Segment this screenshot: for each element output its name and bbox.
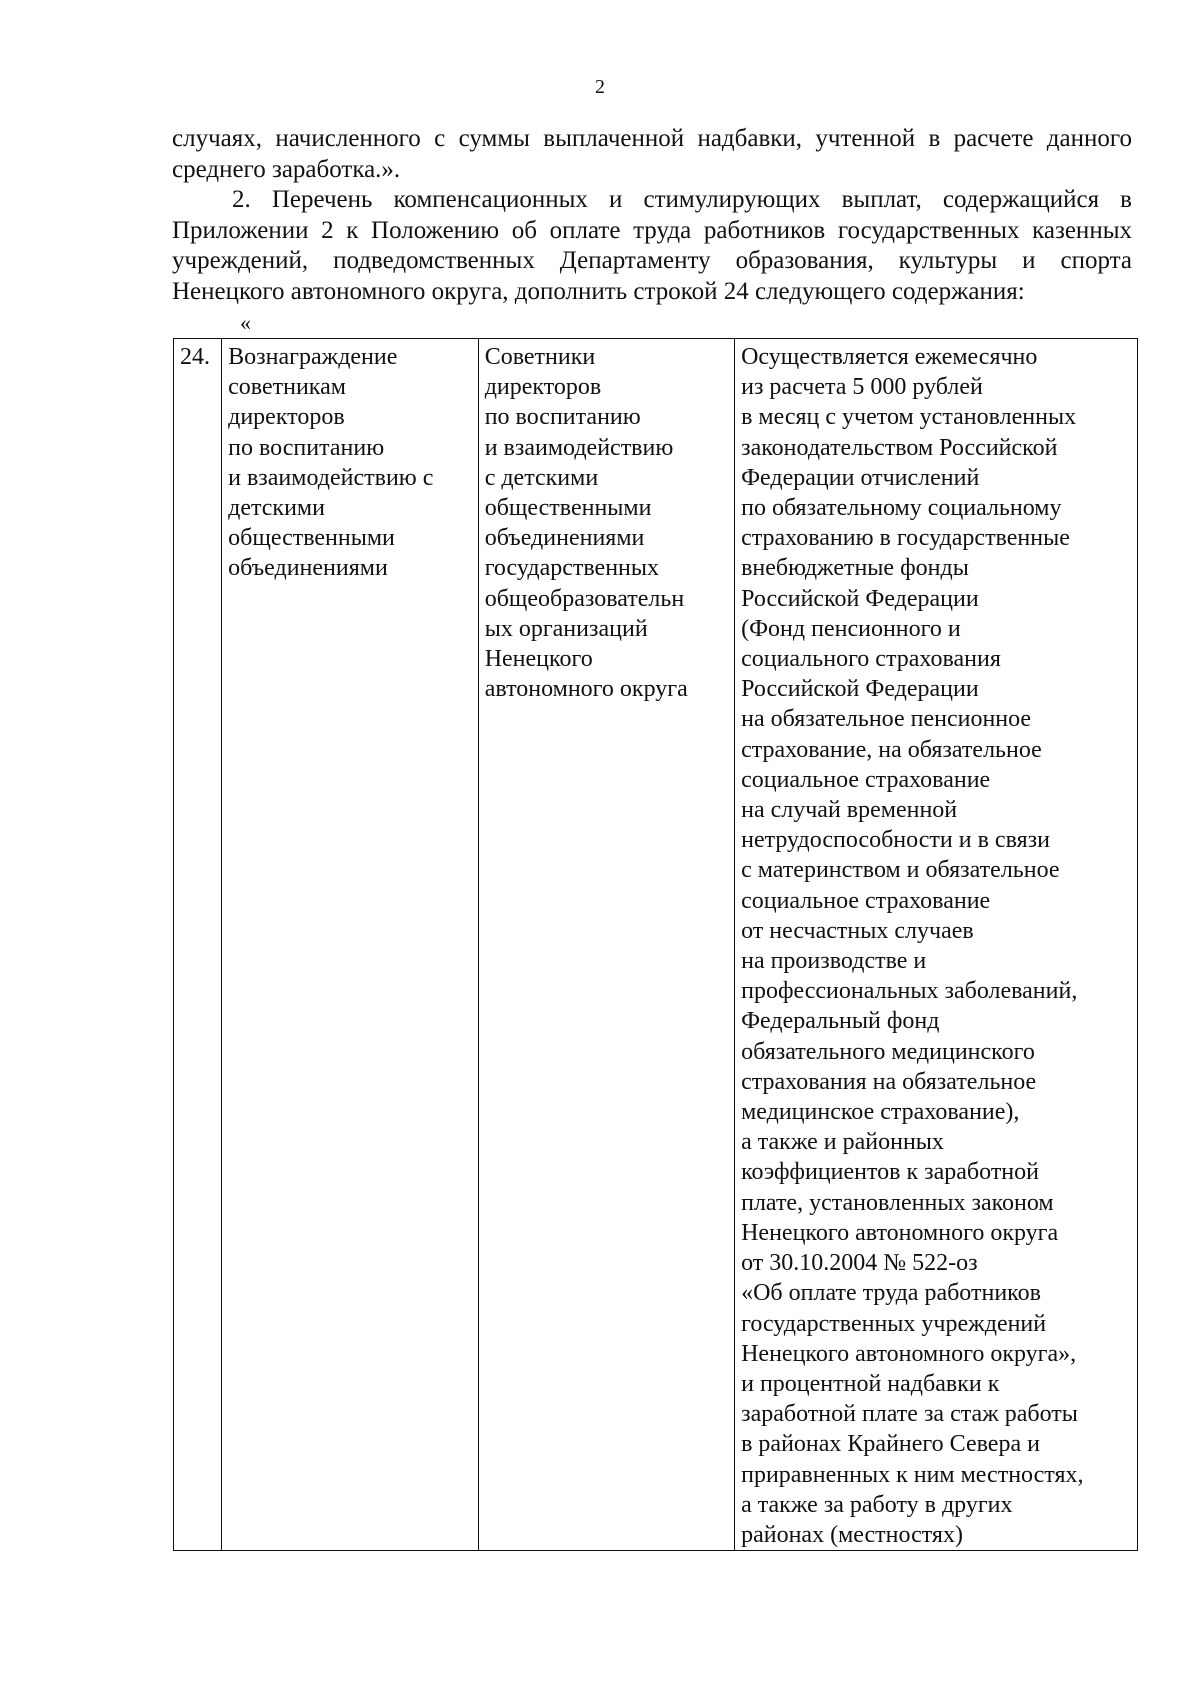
cell-line: детскими (228, 495, 325, 522)
cell-line: на производстве и (741, 948, 927, 975)
cell-line: от несчастных случаев (741, 917, 974, 944)
cell-line: объединениями (228, 555, 388, 582)
cell-line: законодательством Российской (741, 434, 1058, 461)
cell-line: социальное страхование (741, 766, 991, 793)
cell-line: директоров (228, 404, 345, 431)
cell-line: общественными (228, 525, 395, 552)
cell-line: Российской Федерации (741, 676, 979, 703)
cell-line: Российской Федерации (741, 585, 979, 612)
cell-line: плате, установленных законом (741, 1189, 1054, 1216)
intro-paragraph-2: 2. Перечень компенсационных и стимулирующих выплат, содержащийся в Приложении 2 к Положению об оплате труда работников государственных казенных учреждений, подведомственных Департаменту образования, культуры и спорта Ненецкого автономного округа, дополнить строкой 24 следующего содержания: (172, 186, 1132, 305)
cell-line: страхованию в государственные (741, 525, 1070, 552)
cell-line: по воспитанию (484, 404, 641, 431)
table-row (174, 339, 1138, 1551)
cell-line: районах (местностях) (741, 1521, 963, 1548)
cell-line: от 30.10.2004 № 522-оз (741, 1250, 978, 1277)
cell-line: «Об оплате труда работников (741, 1280, 1041, 1307)
cell-line: Ненецкого (484, 646, 593, 673)
row-number-cell: 24. (174, 339, 222, 1551)
cell-line: в месяц с учетом установленных (741, 404, 1077, 431)
payment-table (173, 338, 1138, 1551)
cell-line: внебюджетные фонды (741, 555, 969, 582)
cell-line: Федерации отчислений (741, 464, 980, 491)
cell-line: в районах Крайнего Севера и (741, 1431, 1040, 1458)
cell-line: автономного округа (484, 676, 688, 703)
cell-line: обязательного медицинского (741, 1038, 1035, 1065)
cell-line: директоров (484, 374, 602, 401)
opening-quote: « (240, 310, 251, 335)
cell-line: и взаимодействию (484, 434, 674, 461)
cell-line: медицинское страхование), (741, 1099, 1020, 1126)
payment-name-cell (222, 339, 479, 1551)
cell-line: и процентной надбавки к (741, 1370, 1000, 1397)
cell-line: объединениями (484, 525, 645, 552)
cell-line: Осуществляется ежемесячно (741, 344, 1038, 370)
cell-line: на обязательное пенсионное (741, 706, 1032, 733)
cell-line: советникам (228, 374, 346, 401)
cell-line: государственных учреждений (741, 1310, 1047, 1337)
cell-line: ых организаций (484, 615, 648, 642)
cell-line: нетрудоспособности и в связи (741, 827, 1050, 854)
cell-line: с материнством и обязательное (741, 857, 1060, 884)
cell-line: Ненецкого автономного округа (741, 1219, 1059, 1246)
page-number: 2 (595, 76, 605, 98)
cell-line: на случай временной (741, 797, 958, 824)
cell-line: по воспитанию (228, 434, 385, 461)
cell-line: Советники (484, 344, 596, 370)
cell-line: государственных (484, 555, 660, 582)
cell-line: Вознаграждение (228, 344, 398, 370)
cell-line: Федеральный фонд (741, 1008, 940, 1035)
cell-line: профессиональных заболеваний, (741, 978, 1078, 1005)
cell-line: страхования на обязательное (741, 1068, 1037, 1095)
cell-line: и взаимодействию с (228, 464, 434, 491)
cell-line: страхование, на обязательное (741, 736, 1042, 763)
cell-line: (Фонд пенсионного и (741, 615, 961, 642)
cell-line: а также за работу в других (741, 1491, 1013, 1518)
cell-line: Ненецкого автономного округа», (741, 1340, 1077, 1367)
cell-line: социальное страхование (741, 887, 991, 914)
cell-line: общеобразовательн (484, 585, 685, 612)
cell-line: заработной плате за стаж работы (741, 1401, 1078, 1428)
recipients-cell (478, 339, 734, 1551)
cell-line: коэффициентов к заработной (741, 1159, 1039, 1186)
cell-line: по обязательному социальному (741, 495, 1062, 522)
cell-line: с детскими (484, 464, 599, 491)
intro-text (172, 124, 1132, 307)
cell-line: социального страхования (741, 646, 1001, 673)
conditions-cell (735, 339, 1138, 1551)
cell-line: приравненных к ним местностях, (741, 1461, 1084, 1488)
cell-line: общественными (484, 495, 652, 522)
cell-line: из расчета 5 000 рублей (741, 374, 983, 401)
cell-line: а также и районных (741, 1129, 944, 1156)
intro-paragraph-1: случаях, начисленного с суммы выплаченной надбавки, учтенной в расчете данного среднего заработка.». (172, 125, 1132, 183)
